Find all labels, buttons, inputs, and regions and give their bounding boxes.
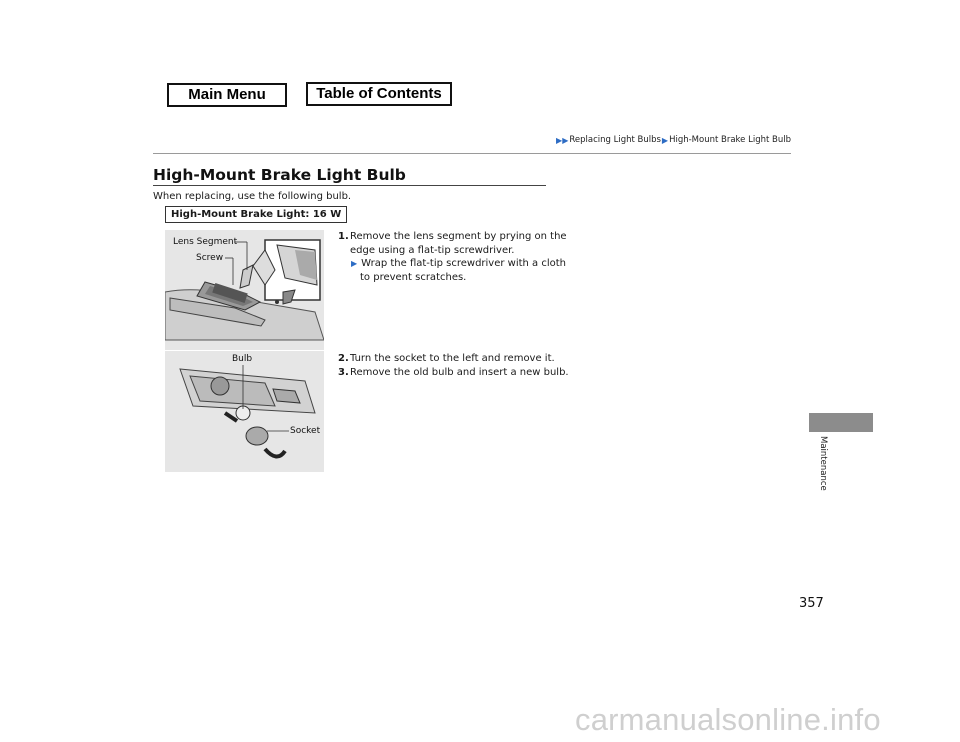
section-tab bbox=[809, 413, 873, 432]
watermark: carmanualsonline.info bbox=[575, 702, 881, 737]
lens-segment-illustration bbox=[165, 230, 324, 350]
step-text: Remove the lens segment by prying on the bbox=[350, 231, 567, 242]
intro-text: When replacing, use the following bulb. bbox=[153, 191, 352, 202]
header-divider bbox=[153, 153, 791, 154]
step-1 bbox=[338, 230, 567, 284]
table-of-contents-button[interactable]: Table of Contents bbox=[306, 82, 452, 106]
page-number: 357 bbox=[799, 596, 824, 611]
step-text: Turn the socket to the left and remove it. bbox=[350, 353, 555, 364]
lens-segment-label: Lens Segment bbox=[173, 237, 238, 247]
bulb-spec-box: High-Mount Brake Light: 16 W bbox=[165, 206, 347, 223]
section-tab-label: Maintenance bbox=[818, 436, 828, 491]
step-number: 2. bbox=[338, 353, 349, 364]
breadcrumb-section[interactable]: Replacing Light Bulbs bbox=[569, 135, 661, 145]
step-note bbox=[338, 257, 567, 271]
note-text: Wrap the flat-tip screwdriver with a cloth bbox=[361, 258, 567, 269]
breadcrumb bbox=[555, 135, 791, 145]
screw-label: Screw bbox=[196, 253, 224, 263]
main-menu-button[interactable]: Main Menu bbox=[167, 83, 287, 107]
bulb-label: Bulb bbox=[232, 354, 253, 364]
title-divider bbox=[153, 185, 546, 186]
breadcrumb-page[interactable]: High-Mount Brake Light Bulb bbox=[669, 135, 791, 145]
step-number: 3. bbox=[338, 366, 349, 378]
breadcrumb-arrow-icon: ▶▶ bbox=[556, 135, 569, 145]
socket-removal-drawing bbox=[165, 351, 324, 472]
page-title: High-Mount Brake Light Bulb bbox=[153, 166, 406, 184]
step-text: edge using a flat-tip screwdriver. bbox=[350, 244, 515, 256]
breadcrumb-arrow-icon: ▶ bbox=[661, 135, 669, 145]
step-number: 1. bbox=[338, 231, 349, 242]
socket-label: Socket bbox=[290, 426, 321, 436]
step-2 bbox=[338, 352, 569, 379]
step-text: Remove the old bulb and insert a new bulb. bbox=[350, 366, 569, 378]
note-text: to prevent scratches. bbox=[360, 271, 467, 283]
socket-removal-illustration bbox=[165, 351, 324, 472]
lens-segment-drawing bbox=[165, 230, 324, 350]
note-arrow-icon: ▶ bbox=[351, 259, 358, 268]
